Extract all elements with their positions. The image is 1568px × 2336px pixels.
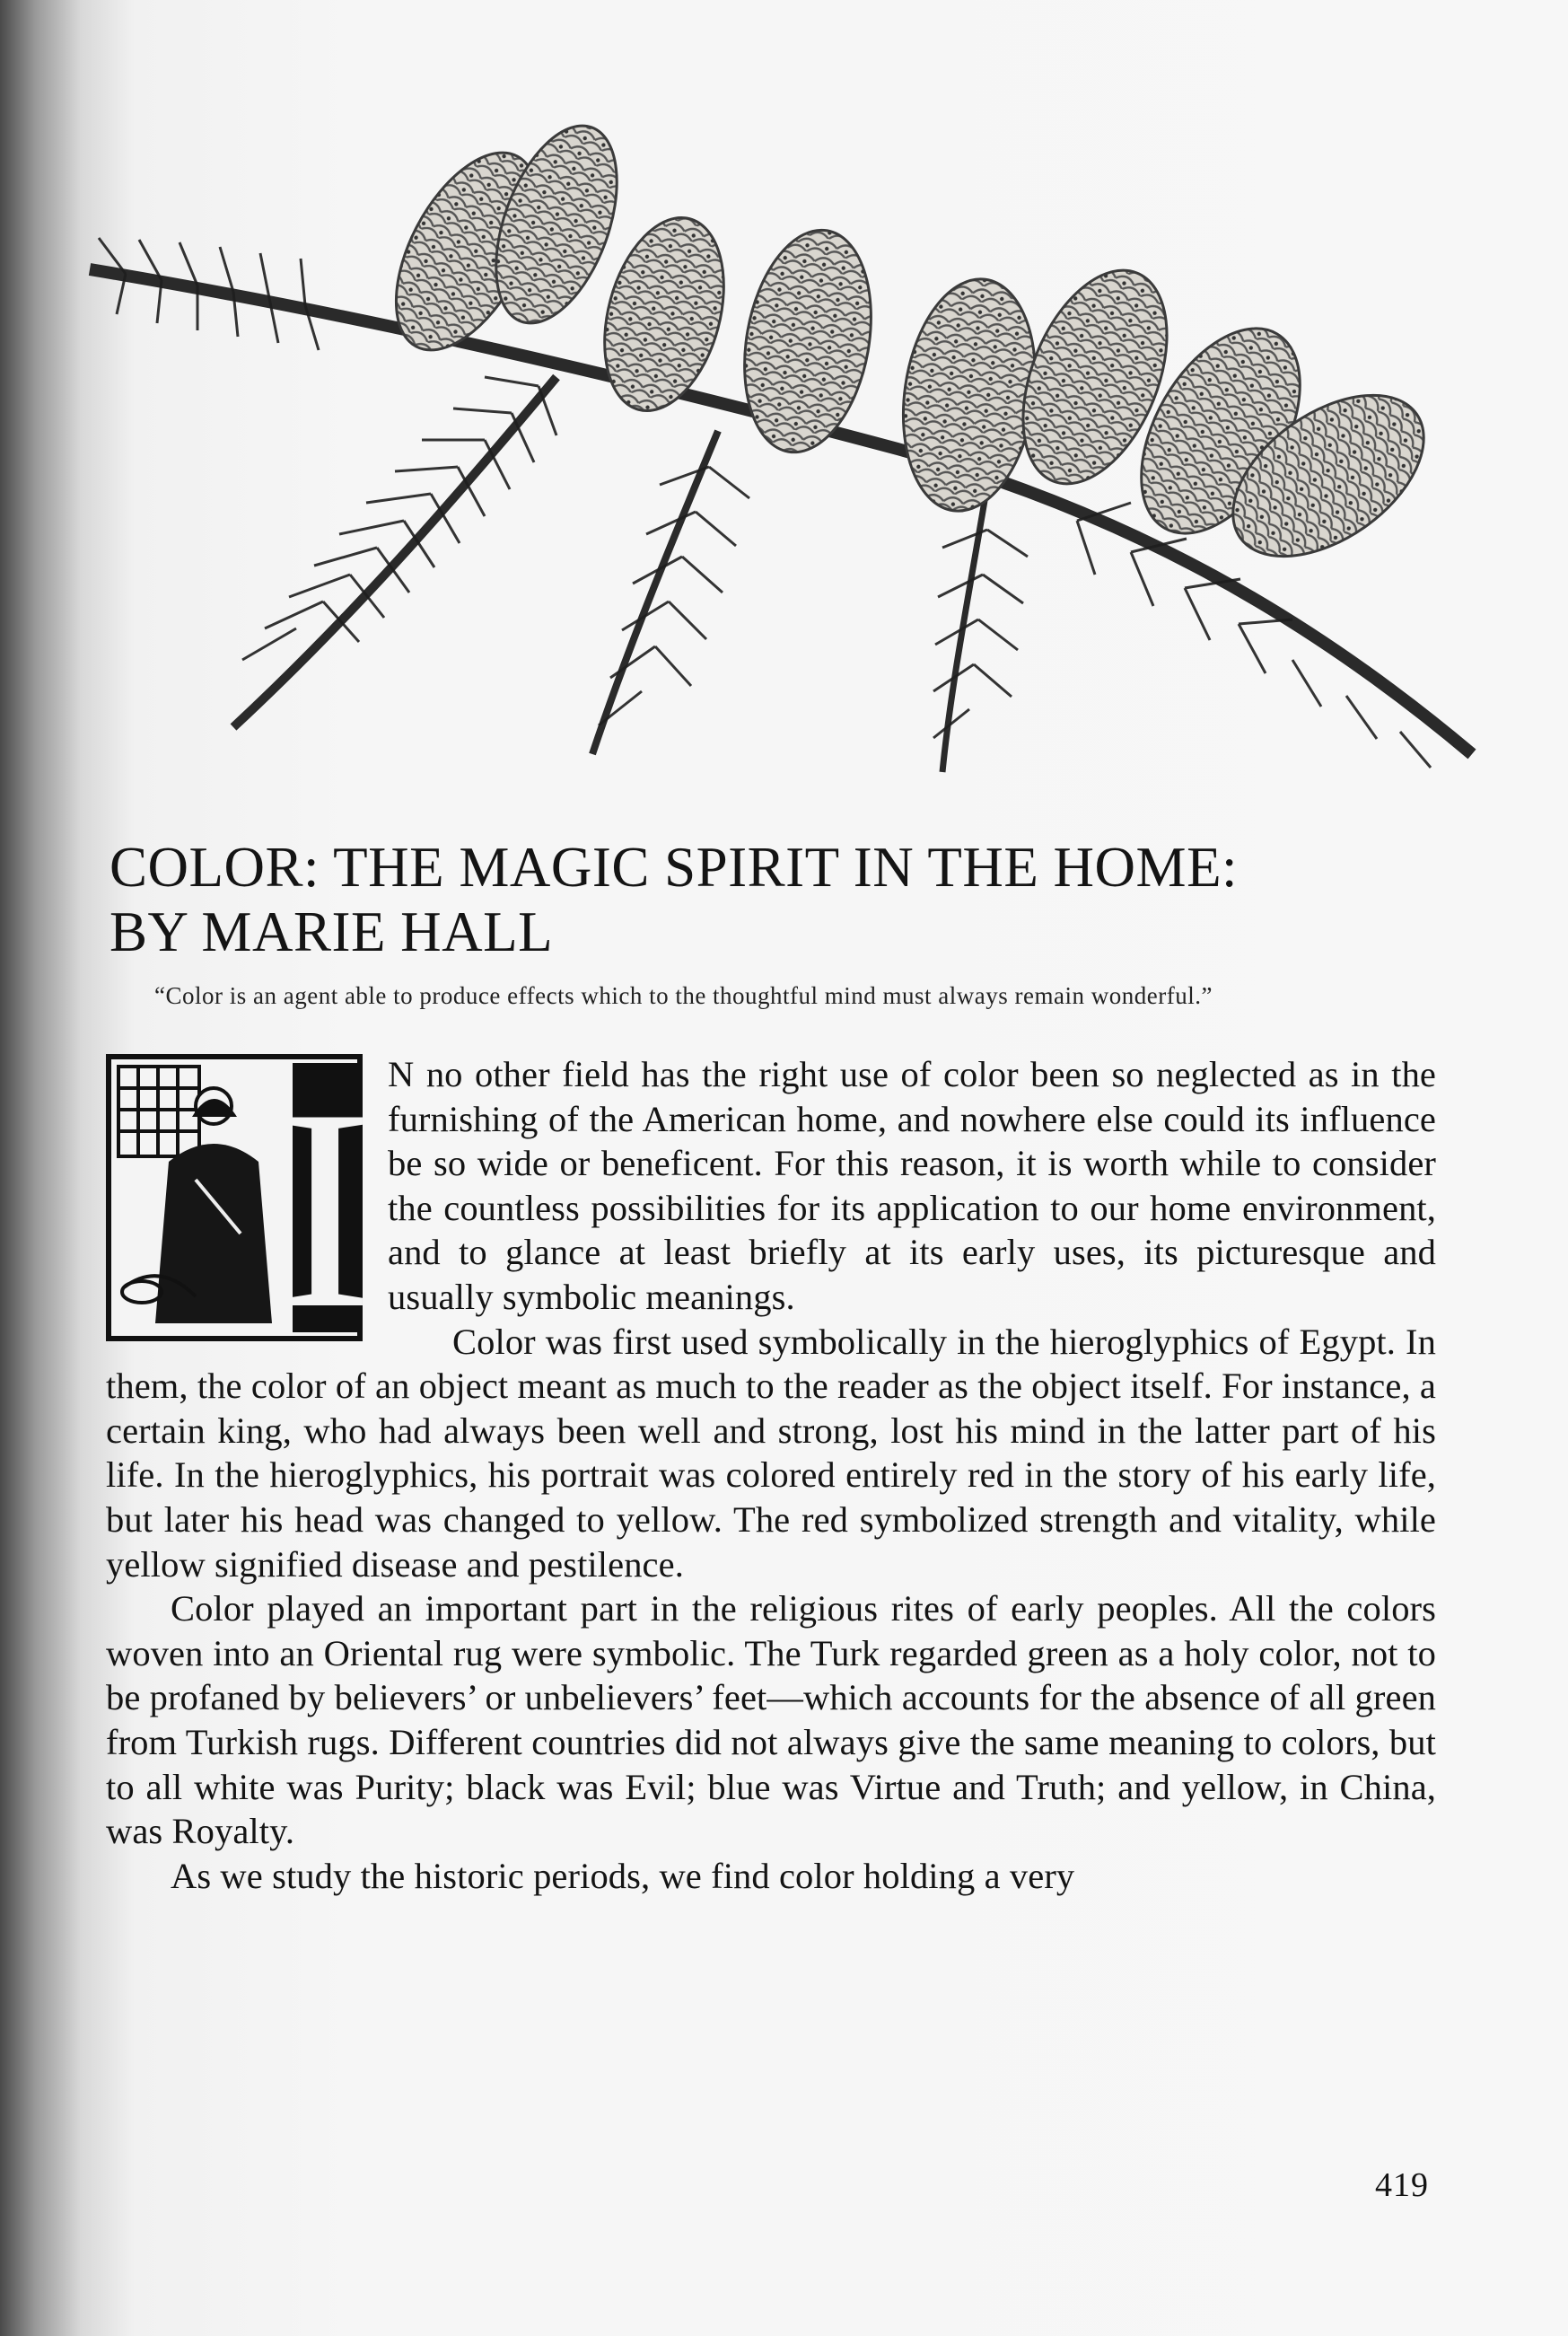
page-number: 419 xyxy=(1375,2166,1429,2204)
paragraph-1: N no other field has the right use of color been so neglected as in the furnishing of the American home, and nowhere else could its influence be so wide or beneficent. For this reason, it is worth while to consider the countless possibilities for its application to our home environment, and to glance at least briefly at its early uses, its picturesque and usually symbolic meanings. xyxy=(388,1054,1436,1317)
pine-branch-illustration xyxy=(90,108,1490,817)
paragraph-4: As we study the historic periods, we find color holding a very xyxy=(171,1855,1075,1896)
drop-cap-illustration xyxy=(106,1050,373,1368)
article-title xyxy=(109,835,1438,964)
paragraph-3: Color played an important part in the religious rites of early peoples. All the colors woven into an Oriental rug were symbolic. The Turk regarded green as a holy color, not to be profaned by believers’ or unbelievers’ feet—which accounts for the absence of all green from Turkish rugs. Different countries did not always give the same meaning to colors, but to all white was Purity; black was Evil; blue was Virtue and Truth; and yellow, in China, was Royalty. xyxy=(106,1588,1436,1852)
article-body xyxy=(106,1052,1436,1898)
title-line-2: BY MARIE HALL xyxy=(109,900,554,963)
title-line-1: COLOR: THE MAGIC SPIRIT IN THE HOME: xyxy=(109,836,1239,899)
epigraph-quote: “Color is an agent able to produce effects which to the thoughtful mind must always remain wonderful.” xyxy=(154,982,1213,1009)
drop-cap-letter: I xyxy=(276,1050,373,1368)
paragraph-2: Color was first used symbolically in the hieroglyphics of Egypt. In them, the color of an object meant as much to the reader as the object itself. For instance, a certain king, who had always been well and strong, lost his mind in the latter part of his life. In the hieroglyphics, his portrait was colored entirely red in the story of his early life, but later his head was changed to yellow. The red symbolized strength and vitality, while yellow signified disease and pestilence. xyxy=(106,1321,1436,1585)
